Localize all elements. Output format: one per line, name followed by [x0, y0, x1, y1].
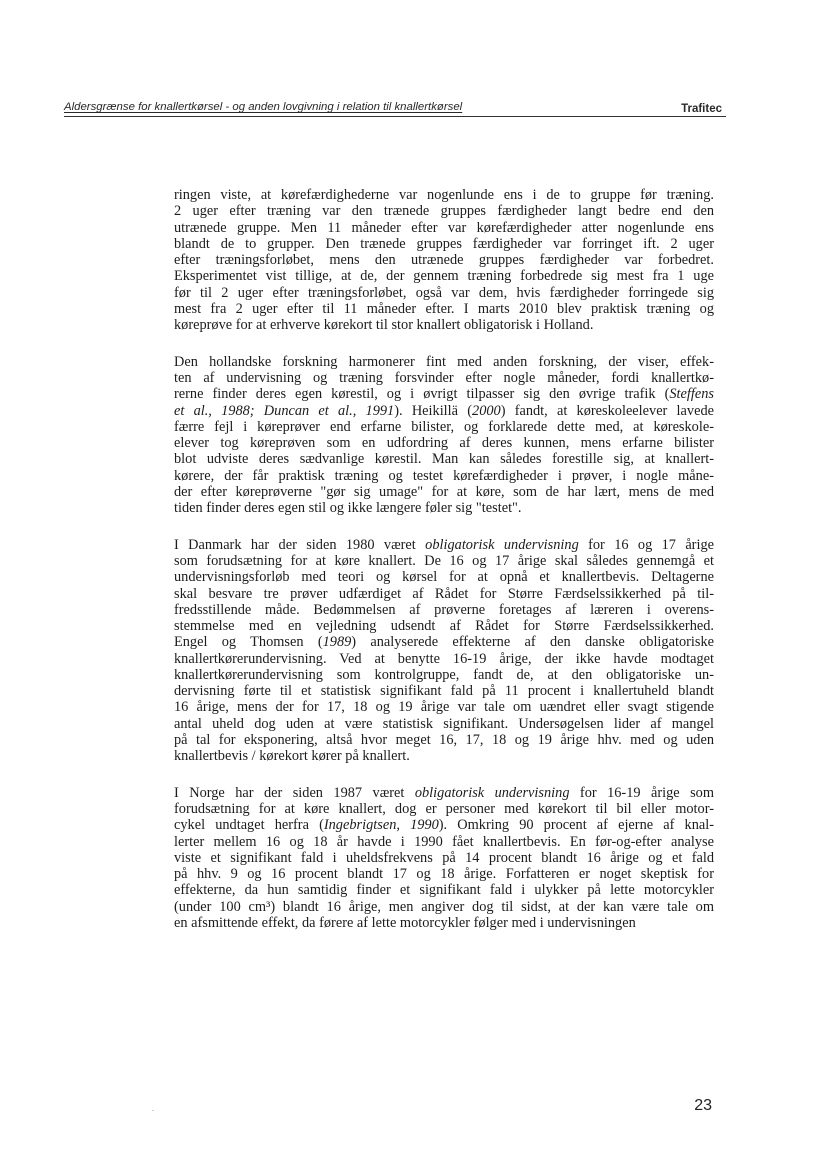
text-line: dervisning førte til et statistisk signifikant fald på 11 procent i knallertuheld blandt: [174, 683, 714, 699]
text-line: fredsstillende måde. Bedømmelsen af prøverne foretages af læreren i overens-: [174, 601, 714, 618]
scan-speck: [152, 1110, 154, 1111]
header-organization: Trafitec: [681, 103, 722, 115]
text-line: der efter køreprøverne "gør sig umage" for at køre, som de har lært, mens de med: [174, 483, 714, 500]
text-line: knallertkørerundervisning som kontrolgruppe, fandt de, at den obligatoriske un-: [174, 666, 714, 683]
text-line: stemmelse med en vejledning udsendt af Rådet for Større Færdselssikkerhed.: [174, 618, 714, 634]
text-line: (under 100 cm³) blandt 16 årige, men angiver dog til sidst, at der kan være tale om: [174, 898, 714, 915]
text-line: Eksperimentet vist tillige, at de, der gennem træning forbedrede sig mest fra 1 uge: [174, 268, 714, 285]
text-line: viste et signifikant fald i uheldsfrekvens på 14 procent blandt 16 årige og et fald: [174, 849, 714, 866]
text-line: forudsætning for at køre knallert, dog er personer med kørekort til bil eller motor-: [174, 801, 714, 817]
text-line: færre fejl i køreprøver end erfarne bilister, og forklarede dette med, at køreskole-: [174, 418, 714, 435]
text-line: ringen viste, at kørefærdighederne var nogenlunde ens i de to gruppe før træning.: [174, 187, 714, 203]
body-text: [174, 187, 714, 952]
text-line: ten af undervisning og træning forsvinder efter nogle måneder, fordi knallertkø-: [174, 370, 714, 386]
text-line: som forudsætning for at køre knallert. De 16 og 17 årige skal således gennemgå et: [174, 553, 714, 569]
paragraph: [174, 785, 714, 931]
text-line: på tal for eksponering, altså hvor meget 16, 17, 18 og 19 årige hhv. med og uden: [174, 731, 714, 748]
text-line: efter træningsforløbet, mens den utrænede gruppes færdigheder var forbedret.: [174, 252, 714, 268]
paragraph: [174, 187, 714, 333]
text-line: skal besvare tre prøver udfærdiget af Rådet for Større Færdselssikkerhed på til-: [174, 585, 714, 602]
text-line: på hhv. 9 og 16 procent blandt 17 og 18 årige. Forfatteren er noget skeptisk for: [174, 866, 714, 882]
text-line: 16 årige, mens der for 17, 18 og 19 årige var tale om uændret eller svagt stigende: [174, 699, 714, 716]
text-line: kørere, der får praktisk træning og testet kørefærdigheder i prøver, i nogle måne-: [174, 467, 714, 484]
running-header: [64, 94, 726, 117]
text-line: I Norge har der siden 1987 været obligatorisk undervisning for 16-19 årige som: [174, 784, 714, 801]
text-line: knallertbevis / kørekort kører på knallert.: [174, 748, 410, 764]
text-line: Den hollandske forskning harmonerer fint med anden forskning, der viser, effek-: [174, 353, 714, 370]
text-line: blandt de to grupper. Den trænede gruppes færdigheder var forringet ift. 2 uger: [174, 235, 714, 252]
text-line: knallertkørerundervisning. Ved at benytte 16-19 årige, der ikke havde modtaget: [174, 650, 714, 667]
text-line: undervisningsforløb med teori og kørsel for at opnå et knallertbevis. Deltagerne: [174, 569, 714, 586]
page-number: 23: [694, 1097, 712, 1114]
text-line: lerter mellem 16 og 18 år havde i 1990 fået knallertbevis. En før-og-efter analyse: [174, 833, 714, 850]
text-line: tiden finder deres egen stil og ikke længere føler sig "testet".: [174, 500, 522, 516]
text-line: et al., 1988; Duncan et al., 1991). Heikillä (2000) fandt, at køreskoleelever lavede: [174, 402, 714, 419]
header-title: Aldersgrænse for knallertkørsel - og anden lovgivning i relation til knallertkørsel: [64, 101, 463, 113]
text-line: antal uheld dog uden at være statistisk signifikant. Undersøgelsen lider af mangel: [174, 715, 714, 732]
text-line: køreprøve for at erhverve kørekort til stor knallert obligatorisk i Holland.: [174, 317, 594, 333]
text-line: blot udviste deres sædvanlige kørestil. Man kan således forestille sig, at knallert-: [174, 451, 714, 468]
text-line: elever tog køreprøven som en udfordring af deres kunnen, mens erfarne bilister: [174, 435, 714, 451]
text-line: I Danmark har der siden 1980 været obligatorisk undervisning for 16 og 17 årige: [174, 536, 714, 553]
text-line: rerne finder deres egen kørestil, og i øvrigt tilpasser sig den øvrige trafik (Steffens: [174, 386, 714, 403]
paragraph: [174, 537, 714, 765]
text-line: Engel og Thomsen (1989) analyserede effekterne af den danske obligatoriske: [174, 634, 714, 651]
paragraph: [174, 354, 714, 517]
text-line: en afsmittende effekt, da førere af lette motorcykler følger med i undervisningen: [174, 914, 636, 931]
text-line: utrænede gruppe. Men 11 måneder efter var kørefærdigheder atter nogenlunde ens: [174, 219, 714, 236]
text-line: cykel undtaget herfra (Ingebrigtsen, 1990). Omkring 90 procent af ejerne af knal-: [174, 817, 714, 834]
text-line: effekterne, da hun samtidig finder et signifikant fald i ulykker på lette motorcykler: [174, 882, 714, 899]
text-line: mest fra 2 uger efter til 11 måneder efter. I marts 2010 blev praktisk træning og: [174, 300, 714, 317]
text-line: 2 uger efter træning var den trænede gruppes færdigheder langt bedre end den: [174, 203, 714, 220]
text-line: før til 2 uger efter træningsforløbet, også var dem, hvis færdigheder forringede sig: [174, 284, 714, 301]
